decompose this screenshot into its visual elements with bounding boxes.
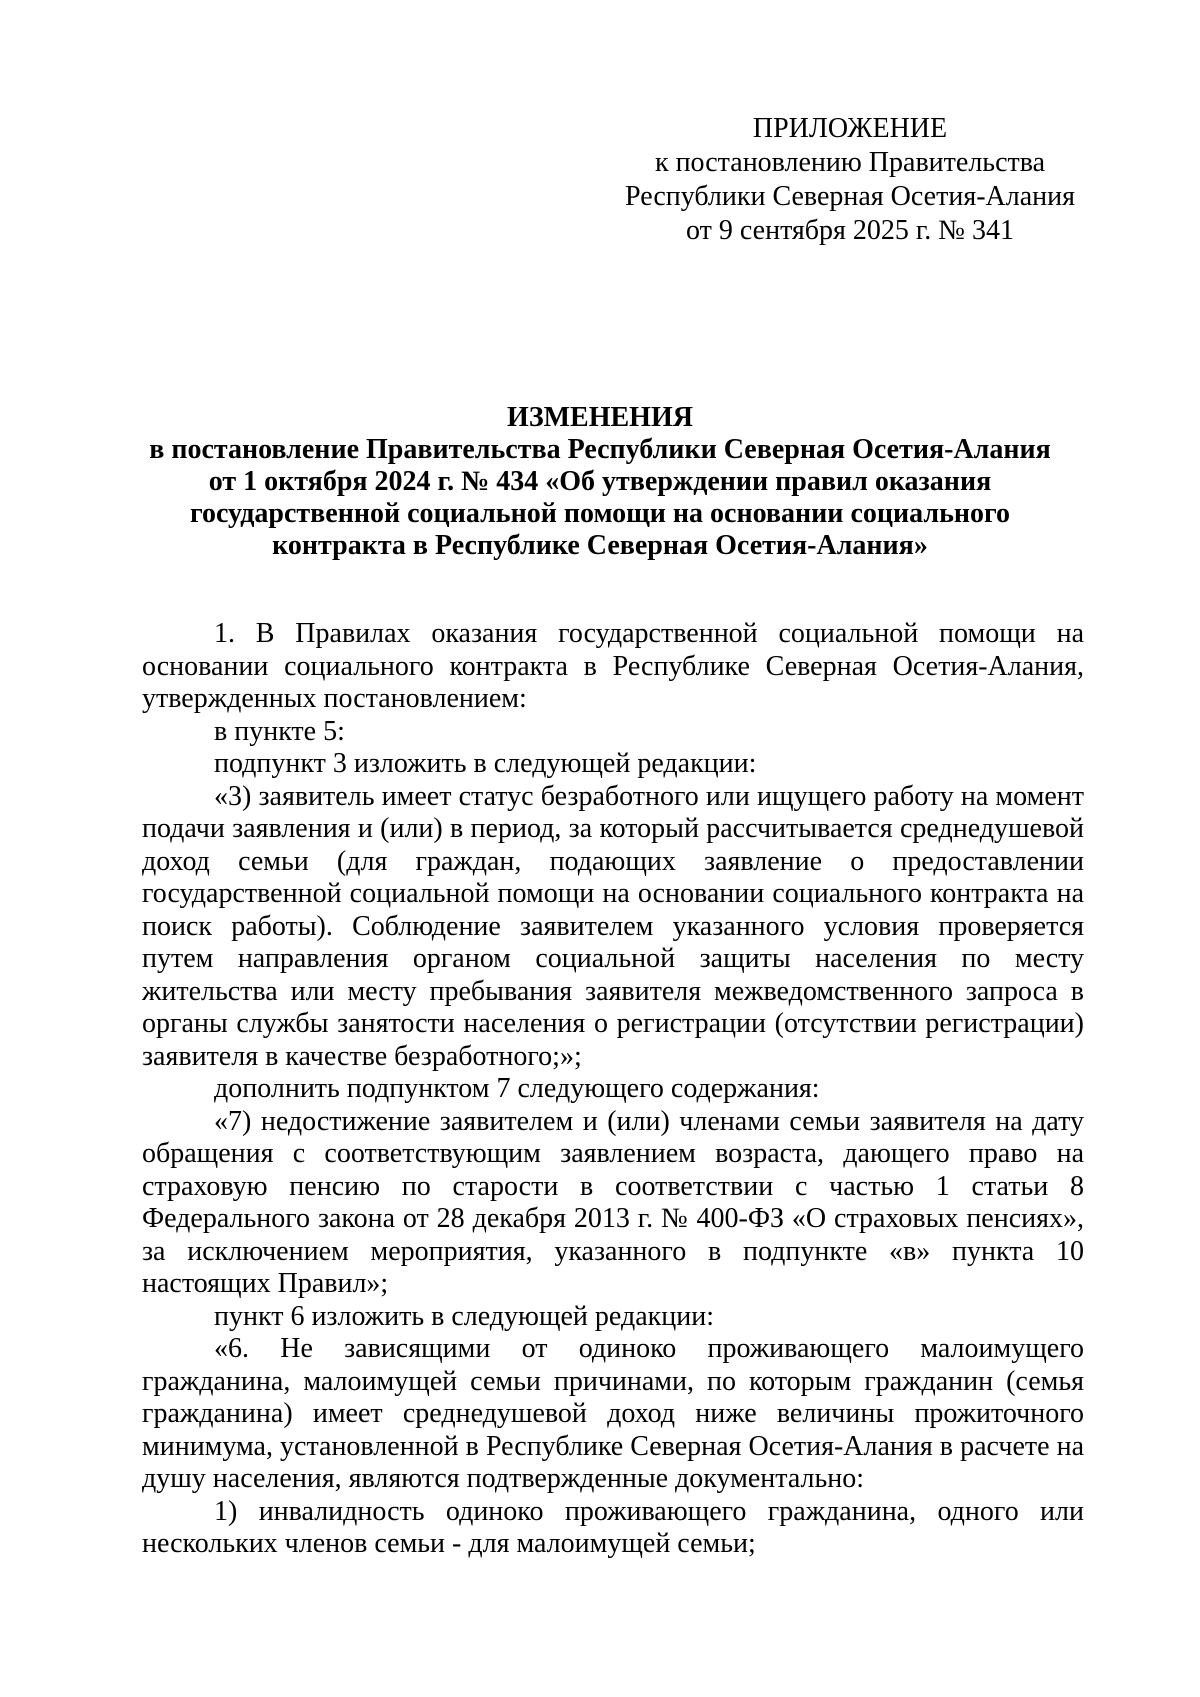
appendix-date-number: от 9 сентября 2025 г. № 341: [686, 215, 1014, 246]
title-line: от 1 октября 2024 г. № 434 «Об утверждении правил оказания: [208, 466, 992, 497]
title-line: контракта в Республике Северная Осетия-Алания»: [272, 530, 928, 561]
paragraph-3: подпункт 3 изложить в следующей редакции:: [214, 748, 757, 779]
title-line: в постановление Правительства Республики Северная Осетия-Алания: [149, 434, 1051, 465]
paragraph-5: дополнить подпунктом 7 следующего содержания:: [214, 1073, 820, 1104]
paragraph-1: 1. В Правилах оказания государственной социальной помощи на основании социального контракта в Республике Северная Осетия-Алания, утвержденных постановлением:: [142, 618, 1084, 714]
document-body: [142, 618, 1084, 1561]
title-line: государственной социальной помощи на основании социального: [189, 498, 1011, 529]
title-heading: ИЗМЕНЕНИЯ: [507, 402, 693, 433]
appendix-reference: к постановлению Правительства: [654, 147, 1046, 178]
paragraph-8: «6. Не зависящими от одиноко проживающего малоимущего гражданина, малоимущей семьи причинами, по которым гражданин (семья гражданина) имеет среднедушевой доход ниже величины прожиточного минимума, установленной в Республике Северная Осетия-Алания в расчете на душу населения, являются подтвержденные документально:: [142, 1333, 1084, 1494]
paragraph-4: «3) заявитель имеет статус безработного или ищущего работу на момент подачи заявления и (или) в период, за который рассчитывается среднедушевой доход семьи (для граждан, подающих заявление о предоставлении государственной социальной помощи на основании социального контракта на поиск работы). Соблюдение заявителем указанного условия проверяется путем направления органом социальной защиты населения по месту жительства или месту пребывания заявителя межведомственного запроса в органы службы занятости населения о регистрации (отсутствии регистрации) заявителя в качестве безработного;»;: [142, 780, 1084, 1072]
paragraph-7: пункт 6 изложить в следующей редакции:: [214, 1300, 714, 1332]
appendix-label: ПРИЛОЖЕНИЕ: [752, 113, 948, 144]
paragraph-6: «7) недостижение заявителем и (или) членами семьи заявителя на дату обращения с соответствующим заявлением возраста, дающего право на страховую пенсию по старости в соответствии с частью 1 статьи 8 Федерального закона от 28 декабря 2013 г. № 400-ФЗ «О страховых пенсиях», за исключением мероприятия, указанного в подпункте «в» пункта 10 настоящих Правил»;: [142, 1105, 1084, 1299]
document-title: [140, 402, 1060, 562]
paragraph-2: в пункте 5:: [214, 715, 345, 747]
appendix-header: [620, 112, 1080, 248]
appendix-government: Республики Северная Осетия-Алания: [625, 181, 1075, 212]
paragraph-9: 1) инвалидность одиноко проживающего гражданина, одного или нескольких членов семьи - для малоимущей семьи;: [142, 1495, 1084, 1559]
